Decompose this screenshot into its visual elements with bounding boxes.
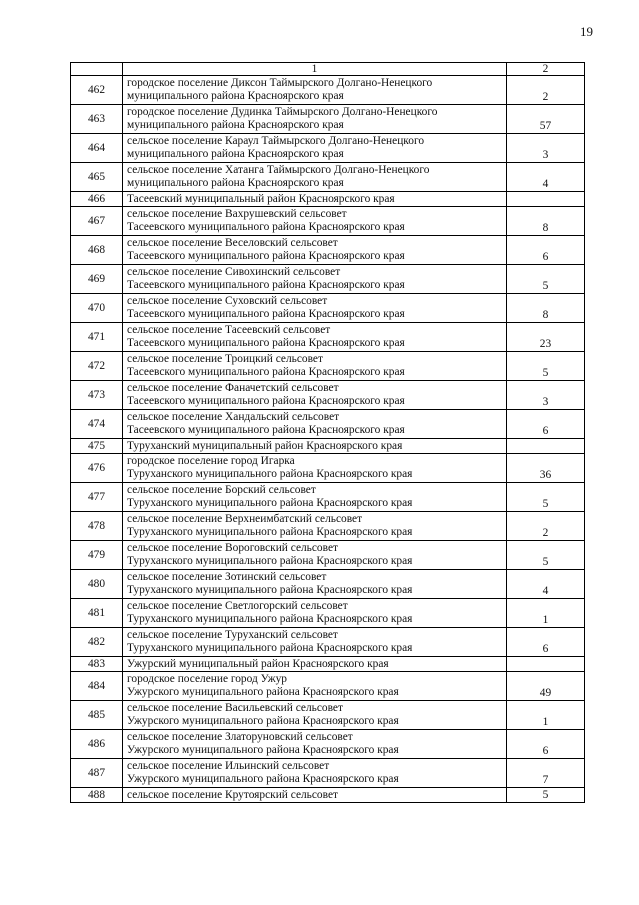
row-number-cell: 483	[71, 657, 123, 672]
row-number-cell: 464	[71, 134, 123, 163]
table-row	[71, 207, 585, 236]
table-row	[71, 512, 585, 541]
table-row	[71, 105, 585, 134]
row-value-cell: 5	[507, 541, 585, 570]
table-row	[71, 352, 585, 381]
table-row	[71, 439, 585, 454]
row-name-line: Тасеевского муниципального района Красноярского края	[127, 250, 405, 262]
table-row	[71, 192, 585, 207]
row-name-cell	[123, 236, 507, 265]
row-name-line: сельское поселение Борский сельсовет	[127, 484, 316, 496]
row-name-line: Тасеевского муниципального района Красноярского края	[127, 366, 405, 378]
row-name-line: Туруханского муниципального района Красноярского края	[127, 613, 413, 625]
municipalities-table-container	[70, 62, 584, 803]
row-name-cell	[123, 454, 507, 483]
row-name-line: городское поселение город Игарка	[127, 455, 295, 467]
row-name-line: Тасеевского муниципального района Красноярского края	[127, 424, 405, 436]
header-cell-number	[71, 63, 123, 76]
table-header-row	[71, 63, 585, 76]
row-name-cell	[123, 483, 507, 512]
row-name-cell	[123, 541, 507, 570]
row-name-cell	[123, 192, 507, 207]
row-name-line: Туруханского муниципального района Красноярского края	[127, 555, 413, 567]
row-value-cell: 23	[507, 323, 585, 352]
row-name-line: сельское поселение Хатанга Таймырского Долгано-Ненецкого	[127, 164, 430, 176]
row-name-line: сельское поселение Суховский сельсовет	[127, 295, 328, 307]
row-name-line: Тасеевского муниципального района Красноярского края	[127, 308, 405, 320]
row-name-line: Ужурского муниципального района Красноярского края	[127, 686, 399, 698]
row-name-line: муниципального района Красноярского края	[127, 177, 344, 189]
row-value-cell: 3	[507, 134, 585, 163]
row-name-line: Туруханского муниципального района Красноярского края	[127, 584, 413, 596]
row-number-cell: 486	[71, 730, 123, 759]
table-row	[71, 759, 585, 788]
row-name-cell	[123, 294, 507, 323]
row-number-cell: 475	[71, 439, 123, 454]
row-name-line: сельское поселение Васильевский сельсовет	[127, 702, 343, 714]
row-name-line: Туруханского муниципального района Красноярского края	[127, 526, 413, 538]
row-name-cell	[123, 105, 507, 134]
table-row	[71, 454, 585, 483]
row-name-cell	[123, 207, 507, 236]
row-value-cell: 7	[507, 759, 585, 788]
row-number-cell: 462	[71, 76, 123, 105]
row-number-cell: 487	[71, 759, 123, 788]
row-name-cell	[123, 512, 507, 541]
table-row	[71, 163, 585, 192]
table-row	[71, 541, 585, 570]
row-number-cell: 480	[71, 570, 123, 599]
row-number-cell: 485	[71, 701, 123, 730]
row-name-line: сельское поселение Вахрушевский сельсовет	[127, 208, 347, 220]
row-number-cell: 474	[71, 410, 123, 439]
row-name-line: муниципального района Красноярского края	[127, 148, 344, 160]
row-value-cell: 2	[507, 76, 585, 105]
municipalities-table	[70, 62, 585, 803]
row-name-line: сельское поселение Туруханский сельсовет	[127, 629, 338, 641]
row-name-cell	[123, 788, 507, 803]
row-name-line: Туруханского муниципального района Красноярского края	[127, 468, 413, 480]
row-number-cell: 477	[71, 483, 123, 512]
table-row	[71, 483, 585, 512]
row-number-cell: 468	[71, 236, 123, 265]
row-number-cell: 482	[71, 628, 123, 657]
row-value-cell: 57	[507, 105, 585, 134]
page-number: 19	[580, 24, 593, 39]
row-name-cell	[123, 570, 507, 599]
row-name-line: муниципального района Красноярского края	[127, 119, 344, 131]
row-number-cell: 470	[71, 294, 123, 323]
row-name-line: сельское поселение Караул Таймырского Долгано-Ненецкого	[127, 135, 425, 147]
row-name-cell	[123, 657, 507, 672]
row-value-cell: 5	[507, 788, 585, 803]
row-value-cell: 6	[507, 236, 585, 265]
table-row	[71, 410, 585, 439]
row-value-cell: 36	[507, 454, 585, 483]
row-name-line: сельское поселение Ильинский сельсовет	[127, 760, 330, 772]
row-name-cell	[123, 730, 507, 759]
table-row	[71, 599, 585, 628]
row-value-cell	[507, 657, 585, 672]
row-name-line: Ужурский муниципальный район Красноярского края	[127, 657, 389, 670]
row-value-cell: 4	[507, 570, 585, 599]
row-value-cell: 8	[507, 207, 585, 236]
table-row	[71, 788, 585, 803]
row-name-line: Тасеевский муниципальный район Красноярского края	[127, 192, 395, 205]
row-number-cell: 472	[71, 352, 123, 381]
row-value-cell: 4	[507, 163, 585, 192]
row-number-cell: 479	[71, 541, 123, 570]
row-number-cell: 465	[71, 163, 123, 192]
row-name-line: сельское поселение Крутоярский сельсовет	[127, 788, 338, 801]
row-name-cell	[123, 599, 507, 628]
table-row	[71, 657, 585, 672]
row-name-line: сельское поселение Фаначетский сельсовет	[127, 382, 339, 394]
row-name-line: Туруханского муниципального района Красноярского края	[127, 642, 413, 654]
row-number-cell: 466	[71, 192, 123, 207]
row-name-line: городское поселение Диксон Таймырского Долгано-Ненецкого	[127, 77, 433, 89]
table-row	[71, 294, 585, 323]
header-cell-value: 2	[507, 63, 585, 76]
row-value-cell: 6	[507, 730, 585, 759]
row-name-line: Тасеевского муниципального района Красноярского края	[127, 221, 405, 233]
row-number-cell: 469	[71, 265, 123, 294]
table-row	[71, 730, 585, 759]
row-name-line: сельское поселение Тасеевский сельсовет	[127, 324, 331, 336]
row-name-cell	[123, 323, 507, 352]
table-row	[71, 265, 585, 294]
row-number-cell: 473	[71, 381, 123, 410]
row-name-cell	[123, 163, 507, 192]
table-row	[71, 236, 585, 265]
row-value-cell: 6	[507, 628, 585, 657]
row-name-line: городское поселение город Ужур	[127, 673, 287, 685]
row-name-line: сельское поселение Веселовский сельсовет	[127, 237, 338, 249]
row-number-cell: 467	[71, 207, 123, 236]
table-row	[71, 323, 585, 352]
table-row	[71, 381, 585, 410]
row-name-line: сельское поселение Вороговский сельсовет	[127, 542, 338, 554]
row-name-cell	[123, 410, 507, 439]
row-value-cell: 5	[507, 352, 585, 381]
row-name-line: сельское поселение Хандальский сельсовет	[127, 411, 340, 423]
row-value-cell	[507, 192, 585, 207]
row-name-line: Тасеевского муниципального района Красноярского края	[127, 395, 405, 407]
row-number-cell: 481	[71, 599, 123, 628]
row-name-cell	[123, 134, 507, 163]
row-value-cell: 1	[507, 701, 585, 730]
row-value-cell: 6	[507, 410, 585, 439]
header-cell-name: 1	[123, 63, 507, 76]
row-number-cell: 463	[71, 105, 123, 134]
row-name-cell	[123, 439, 507, 454]
row-value-cell: 1	[507, 599, 585, 628]
row-name-line: сельское поселение Зотинский сельсовет	[127, 571, 327, 583]
row-name-cell	[123, 672, 507, 701]
row-name-cell	[123, 381, 507, 410]
row-number-cell: 478	[71, 512, 123, 541]
row-name-line: сельское поселение Светлогорский сельсовет	[127, 600, 348, 612]
table-row	[71, 134, 585, 163]
row-name-line: сельское поселение Златоруновский сельсовет	[127, 731, 353, 743]
row-name-cell	[123, 265, 507, 294]
table-row	[71, 672, 585, 701]
row-value-cell: 8	[507, 294, 585, 323]
row-name-line: сельское поселение Верхнеимбатский сельсовет	[127, 513, 363, 525]
row-number-cell: 476	[71, 454, 123, 483]
table-row	[71, 570, 585, 599]
row-number-cell: 471	[71, 323, 123, 352]
row-name-line: Тасеевского муниципального района Красноярского края	[127, 337, 405, 349]
row-name-cell	[123, 759, 507, 788]
row-value-cell: 3	[507, 381, 585, 410]
row-value-cell: 5	[507, 265, 585, 294]
row-name-line: Туруханский муниципальный район Красноярского края	[127, 439, 403, 452]
row-value-cell: 49	[507, 672, 585, 701]
table-body	[71, 63, 585, 803]
table-row	[71, 701, 585, 730]
row-name-line: муниципального района Красноярского края	[127, 90, 344, 102]
table-row	[71, 628, 585, 657]
row-value-cell: 2	[507, 512, 585, 541]
row-name-cell	[123, 352, 507, 381]
row-name-line: Ужурского муниципального района Красноярского края	[127, 744, 399, 756]
row-name-cell	[123, 628, 507, 657]
row-name-line: Туруханского муниципального района Красноярского края	[127, 497, 413, 509]
row-name-line: сельское поселение Троицкий сельсовет	[127, 353, 323, 365]
row-number-cell: 484	[71, 672, 123, 701]
row-name-cell	[123, 76, 507, 105]
row-value-cell: 5	[507, 483, 585, 512]
row-value-cell	[507, 439, 585, 454]
row-name-cell	[123, 701, 507, 730]
row-number-cell: 488	[71, 788, 123, 803]
row-name-line: Тасеевского муниципального района Красноярского края	[127, 279, 405, 291]
row-name-line: городское поселение Дудинка Таймырского Долгано-Ненецкого	[127, 106, 438, 118]
row-name-line: сельское поселение Сивохинский сельсовет	[127, 266, 341, 278]
table-row	[71, 76, 585, 105]
row-name-line: Ужурского муниципального района Красноярского края	[127, 773, 399, 785]
row-name-line: Ужурского муниципального района Красноярского края	[127, 715, 399, 727]
